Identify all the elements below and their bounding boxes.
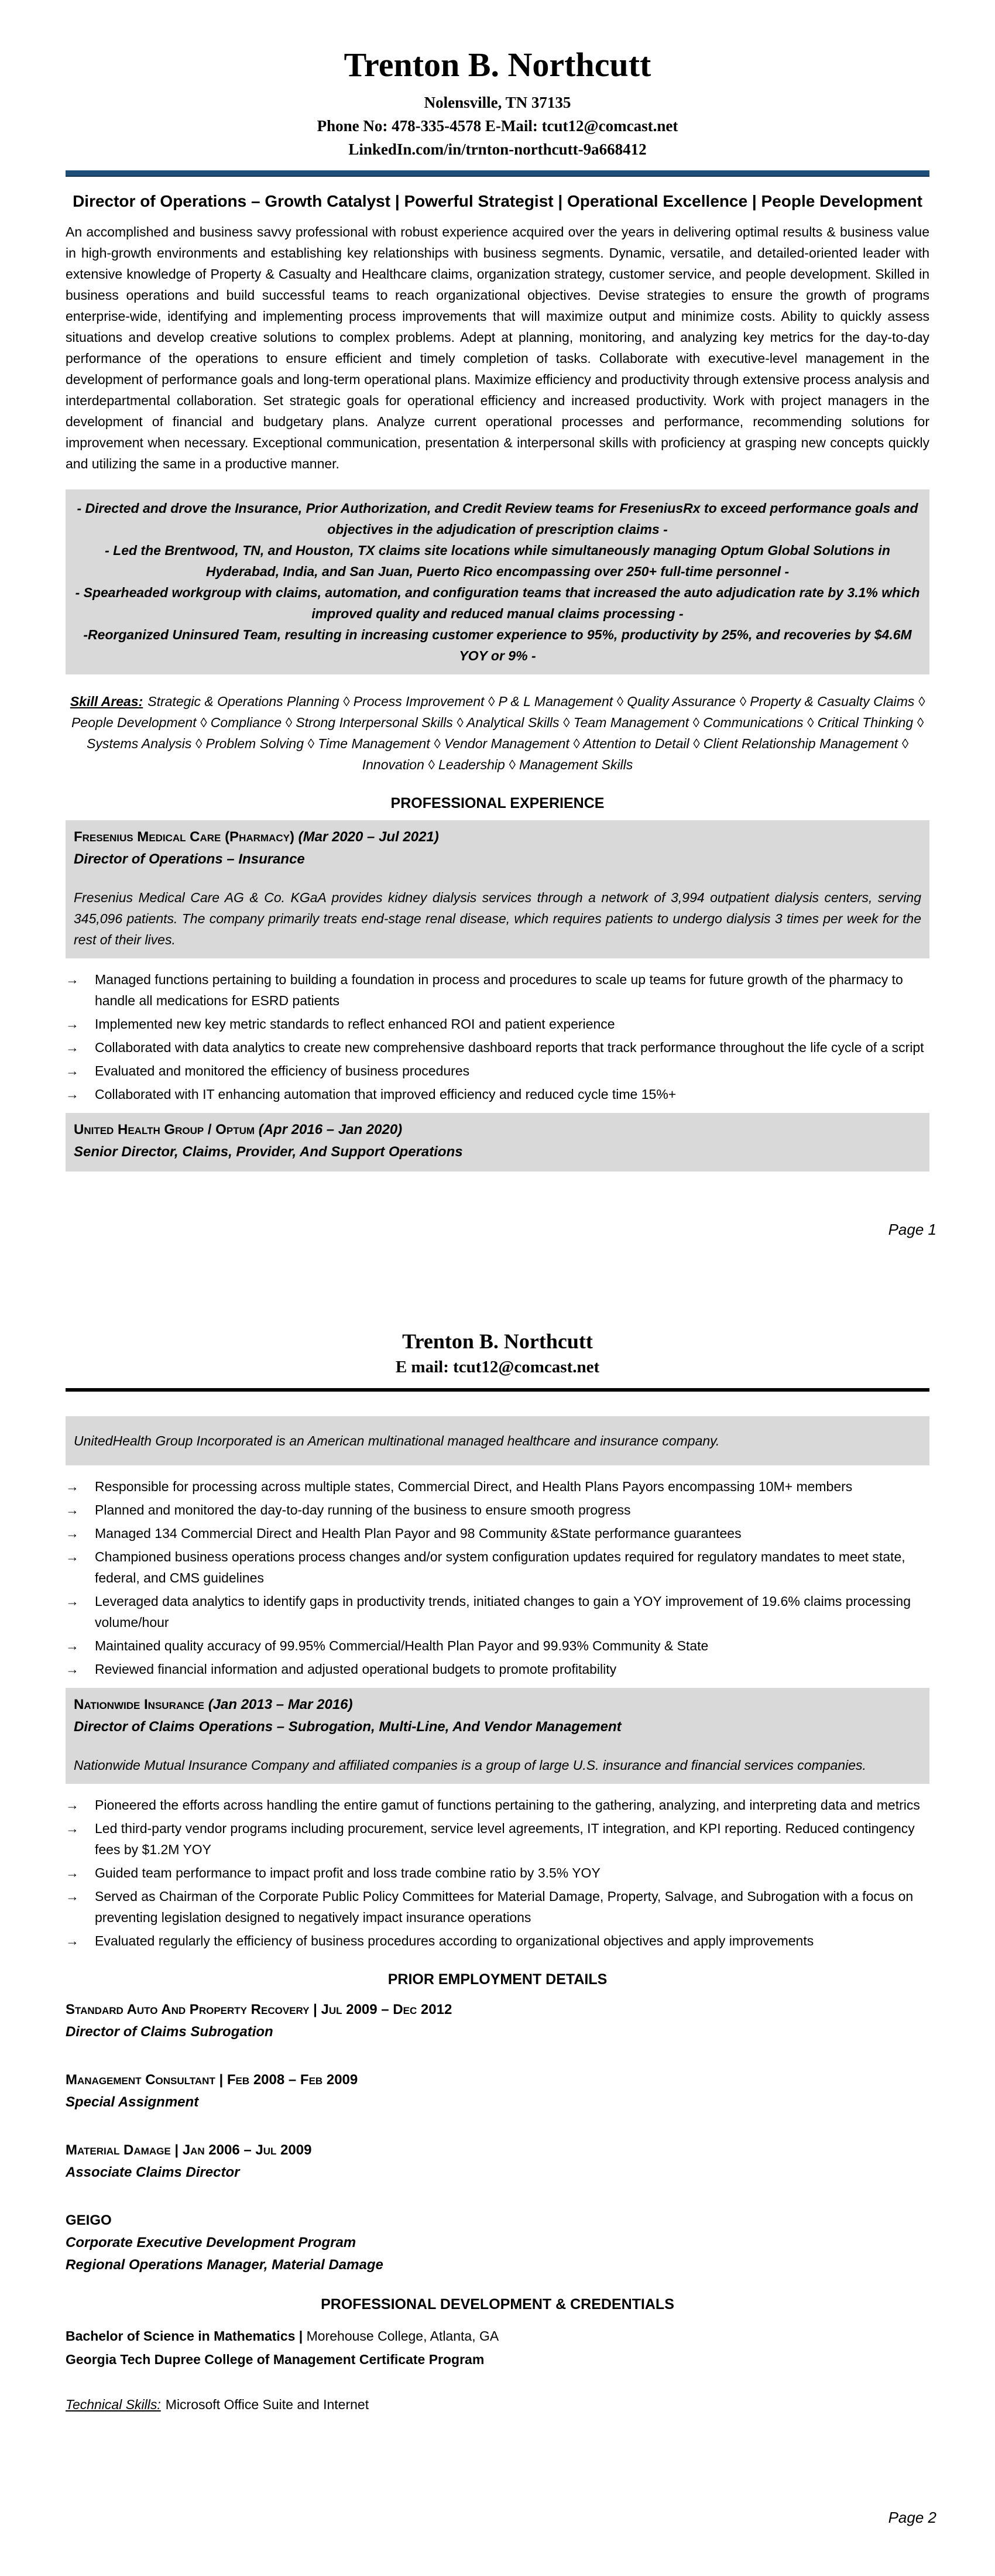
bullet-text: Maintained quality accuracy of 99.95% Commercial/Health Plan Payor and 99.93% Community & State — [95, 1638, 709, 1654]
bullet-text: Implemented new key metric standards to reflect enhanced ROI and patient experience — [95, 1016, 615, 1032]
skill-areas-list: Strategic & Operations Planning ◊ Process Improvement ◊ P & L Management ◊ Quality Assurance ◊ Property & Casualty Claims ◊ People Development ◊ Compliance ◊ Strong Interpersonal Skills ◊ Analytical Skills ◊ Team Management ◊ Communications ◊ Critical Thinking ◊ Systems Analysis ◊ Problem Solving ◊ Time Management ◊ Vendor Management ◊ Attention to Detail ◊ Client Relationship Management ◊ Innovation ◊ Leadership ◊ Management Skills — [71, 693, 925, 772]
section-heading-development: PROFESSIONAL DEVELOPMENT & CREDENTIALS — [321, 2296, 674, 2313]
fresenius-bullet-list — [66, 969, 929, 1105]
education-block — [66, 2325, 929, 2371]
bullet-text: Championed business operations process changes and/or system configuration updates required for regulatory mandates to meet state, federal, and CMS guidelines — [95, 1549, 905, 1586]
prior-role: Associate Claims Director — [66, 2164, 240, 2181]
list-item — [66, 1499, 929, 1520]
bullet-text: Evaluated and monitored the efficiency of business procedures — [95, 1063, 470, 1078]
arrow-bullet-icon: → — [66, 1502, 79, 1518]
education-entry — [66, 2348, 929, 2371]
prior-company-line: Management Consultant | Feb 2008 – Feb 2009 — [66, 2072, 358, 2088]
arrow-bullet-icon: → — [66, 1086, 79, 1102]
bullet-text: Planned and monitored the day-to-day running of the business to ensure smooth progress — [95, 1502, 631, 1518]
professional-summary: An accomplished and business savvy professional with robust experience acquired over the years in delivering optimal results & business value in high-growth environments and establishing key relationships with business segments. Dynamic, versatile, and detailed-oriented leader with extensive knowledge of Property & Casualty and Healthcare claims, organization strategy, customer service, and people development. Skilled in business operations and build successful teams to reach organizational objectives. Devise strategies to ensure the growth of programs enterprise-wide, identifying and implementing process improvements that will maximize output and minimize costs. Ability to quickly assess situations and develop creative solutions to complex problems. Adept at planning, monitoring, and analyzing key metrics for the day-to-day performance of the operations to ensure efficient and timely completion of tasks. Collaborate with executive-level management in the development of performance goals and long-term operational plans. Maximize efficiency and productivity through extensive process analysis and interdepartmental collaboration. Set strategic goals for operational efficiency and increased productivity. Work with project managers in the development of financial and budgetary plans. Analyze current operational processes and performance, recommending solutions for improvement when necessary. Exceptional communication, presentation & interpersonal skills with proficiency at grasping new concepts quickly and utilizing the same in a productive manner. — [66, 224, 929, 471]
highlight-item: - Spearheaded workgroup with claims, automation, and configuration teams that increased the auto adjudication rate by 3.1% which improved quality and reduced manual claims processing - — [75, 584, 920, 621]
highlight-item: -Reorganized Uninsured Team, resulting in increasing customer experience to 95%, productivity by 25%, and recoveries by $4.6M YOY or 9% - — [83, 626, 912, 663]
technical-skills-list: Microsoft Office Suite and Internet — [165, 2397, 369, 2413]
bullet-text: Reviewed financial information and adjusted operational budgets to promote profitability — [95, 1662, 617, 1677]
list-item — [66, 1659, 929, 1680]
page-2-content — [66, 1288, 929, 2415]
arrow-bullet-icon: → — [66, 1889, 79, 1904]
prior-company-line: GEIGO — [66, 2212, 112, 2229]
job-role: Director of Operations – Insurance — [74, 851, 305, 867]
list-item — [66, 1591, 929, 1633]
contact-linkedin: LinkedIn.com/in/trnton-northcutt-9a668412 — [348, 140, 647, 158]
technical-skills-label: Technical Skills: — [66, 2397, 161, 2413]
list-item — [66, 1037, 929, 1058]
arrow-bullet-icon: → — [66, 1594, 79, 1609]
section-heading-prior-employment: PRIOR EMPLOYMENT DETAILS — [387, 1971, 608, 1988]
contact-phone-email: Phone No: 478-335-4578 E-Mail: tcut12@comcast.net — [317, 117, 678, 135]
page-number: Page 1 — [888, 1221, 936, 1238]
education-program: Georgia Tech Dupree College of Management Certificate Program — [66, 2352, 485, 2368]
job-company-line — [74, 1694, 921, 1716]
page-number: Page 2 — [888, 2509, 936, 2526]
bullet-text: Guided team performance to impact profit and loss trade combine ratio by 3.5% YOY — [95, 1865, 601, 1881]
technical-skills — [66, 2394, 929, 2415]
bullet-text: Collaborated with data analytics to create new comprehensive dashboard reports that track performance throughout the life cycle of a script — [95, 1039, 924, 1055]
list-item — [66, 1084, 929, 1105]
prior-company-line: Material Damage | Jan 2006 – Jul 2009 — [66, 2142, 312, 2159]
prior-role: Regional Operations Manager, Material Damage — [66, 2257, 383, 2273]
prior-job-entry — [66, 1999, 929, 2043]
section-heading-experience: PROFESSIONAL EXPERIENCE — [390, 794, 605, 811]
company-name: Nationwide Insurance — [74, 1697, 205, 1713]
arrow-bullet-icon: → — [66, 1933, 79, 1949]
bullet-text: Evaluated regularly the efficiency of business procedures according to organizational objectives and apply improvements — [95, 1933, 814, 1949]
arrow-bullet-icon: → — [66, 1039, 79, 1055]
company-name: United Health Group / Optum — [74, 1121, 255, 1138]
list-item — [66, 1523, 929, 1544]
prior-role: Special Assignment — [66, 2094, 199, 2111]
prior-company-line: Standard Auto And Property Recovery | Jul 2009 – Dec 2012 — [66, 2002, 452, 2018]
arrow-bullet-icon: → — [66, 1638, 79, 1654]
education-degree: Bachelor of Science in Mathematics | — [66, 2328, 303, 2344]
job-block-uhg-header — [66, 1113, 929, 1171]
arrow-bullet-icon: → — [66, 1063, 79, 1078]
bullet-text: Managed functions pertaining to building a foundation in process and procedures to scale up teams for future growth of the pharmacy to handle all medications for ESRD patients — [95, 971, 903, 1008]
job-role: Director of Claims Operations – Subrogation, Multi-Line, And Vendor Management — [74, 1719, 622, 1735]
job-dates: (Jan 2013 – Mar 2016) — [208, 1697, 353, 1713]
page-1-content — [66, 0, 929, 1171]
page-title: Trenton B. Northcutt — [344, 46, 651, 84]
list-item — [66, 1546, 929, 1588]
arrow-bullet-icon: → — [66, 1821, 79, 1837]
list-item — [66, 1886, 929, 1928]
arrow-bullet-icon: → — [66, 1865, 79, 1881]
list-item — [66, 969, 929, 1011]
list-item — [66, 1060, 929, 1081]
highlight-item: - Led the Brentwood, TN, and Houston, TX claims site locations while simultaneously managing Optum Global Solutions in Hyderabad, India, and San Juan, Puerto Rico encompassing over 250+ full-time personnel - — [105, 542, 890, 579]
contact-block — [66, 91, 929, 161]
page-2-divider — [66, 1388, 929, 1392]
resume-page-2 — [0, 1288, 995, 2576]
arrow-bullet-icon: → — [66, 1662, 79, 1677]
page-2-title: Trenton B. Northcutt — [402, 1330, 593, 1353]
prior-job-entry — [66, 2139, 929, 2184]
company-description: UnitedHealth Group Incorporated is an American multinational managed healthcare and insurance company. — [74, 1433, 720, 1449]
highlights-box — [66, 489, 929, 674]
list-item — [66, 1794, 929, 1815]
bullet-text: Collaborated with IT enhancing automation that improved efficiency and reduced cycle time 15%+ — [95, 1086, 677, 1102]
uhg-description-box — [66, 1416, 929, 1465]
headline: Director of Operations – Growth Catalyst | Powerful Strategist | Operational Excellence | People Development — [73, 191, 922, 210]
page-2-email: E mail: tcut12@comcast.net — [395, 1358, 600, 1377]
job-block-fresenius — [66, 820, 929, 958]
prior-job-entry — [66, 2069, 929, 2113]
list-item — [66, 1930, 929, 1951]
bullet-text: Managed 134 Commercial Direct and Health Plan Payor and 98 Community &State performance guarantees — [95, 1526, 742, 1542]
job-block-nationwide — [66, 1688, 929, 1784]
arrow-bullet-icon: → — [66, 1479, 79, 1495]
prior-role: Corporate Executive Development Program — [66, 2235, 356, 2251]
arrow-bullet-icon: → — [66, 1016, 79, 1032]
prior-job-entry-geigo — [66, 2210, 929, 2276]
bullet-text: Served as Chairman of the Corporate Public Policy Committees for Material Damage, Property, Salvage, and Subrogation with a focus on preventing legislation designed to negatively impact insurance operations — [95, 1889, 914, 1926]
list-item — [66, 1862, 929, 1883]
list-item — [66, 1013, 929, 1034]
job-role: Senior Director, Claims, Provider, And Support Operations — [74, 1143, 463, 1160]
contact-location: Nolensville, TN 37135 — [424, 93, 571, 111]
arrow-bullet-icon: → — [66, 1526, 79, 1542]
highlight-item: - Directed and drove the Insurance, Prior Authorization, and Credit Review teams for FreseniusRx to exceed performance goals and objectives in the adjudication of prescription claims - — [77, 500, 918, 537]
education-entry — [66, 2325, 929, 2347]
skill-areas-label: Skill Areas: — [70, 693, 143, 709]
header-divider — [66, 170, 929, 177]
bullet-text: Leveraged data analytics to identify gaps in productivity trends, initiated changes to gain a YOY improvement of 19.6% claims processing volume/hour — [95, 1594, 911, 1630]
skill-areas — [66, 691, 929, 775]
uhg-bullet-list — [66, 1476, 929, 1680]
education-school: Morehouse College, Atlanta, GA — [303, 2328, 499, 2344]
bullet-text: Led third-party vendor programs including procurement, service level agreements, IT integration, and KPI reporting. Reduced contingency fees by $1.2M YOY — [95, 1821, 915, 1858]
prior-role: Director of Claims Subrogation — [66, 2024, 273, 2040]
job-dates: (Mar 2020 – Jul 2021) — [298, 828, 439, 845]
job-company-line — [74, 1119, 921, 1141]
arrow-bullet-icon: → — [66, 971, 79, 987]
bullet-text: Responsible for processing across multiple states, Commercial Direct, and Health Plans Payors encompassing 10M+ members — [95, 1479, 853, 1495]
list-item — [66, 1476, 929, 1497]
list-item — [66, 1635, 929, 1656]
company-description: Fresenius Medical Care AG & Co. KGaA provides kidney dialysis services through a network of 3,994 outpatient dialysis centers, serving 345,096 patients. The company primarily treats end-stage renal disease, which requires patients to undergo dialysis 3 times per week for the rest of their lives. — [74, 889, 921, 947]
job-dates: (Apr 2016 – Jan 2020) — [258, 1121, 403, 1138]
job-company-line — [74, 826, 921, 848]
nationwide-bullet-list — [66, 1794, 929, 1951]
arrow-bullet-icon: → — [66, 1549, 79, 1565]
arrow-bullet-icon: → — [66, 1797, 79, 1813]
list-item — [66, 1818, 929, 1860]
company-description: Nationwide Mutual Insurance Company and affiliated companies is a group of large U.S. insurance and financial services companies. — [74, 1758, 866, 1773]
company-name: Fresenius Medical Care (Pharmacy) — [74, 828, 294, 845]
bullet-text: Pioneered the efforts across handling the entire gamut of functions pertaining to the gathering, analyzing, and interpreting data and metrics — [95, 1797, 920, 1813]
